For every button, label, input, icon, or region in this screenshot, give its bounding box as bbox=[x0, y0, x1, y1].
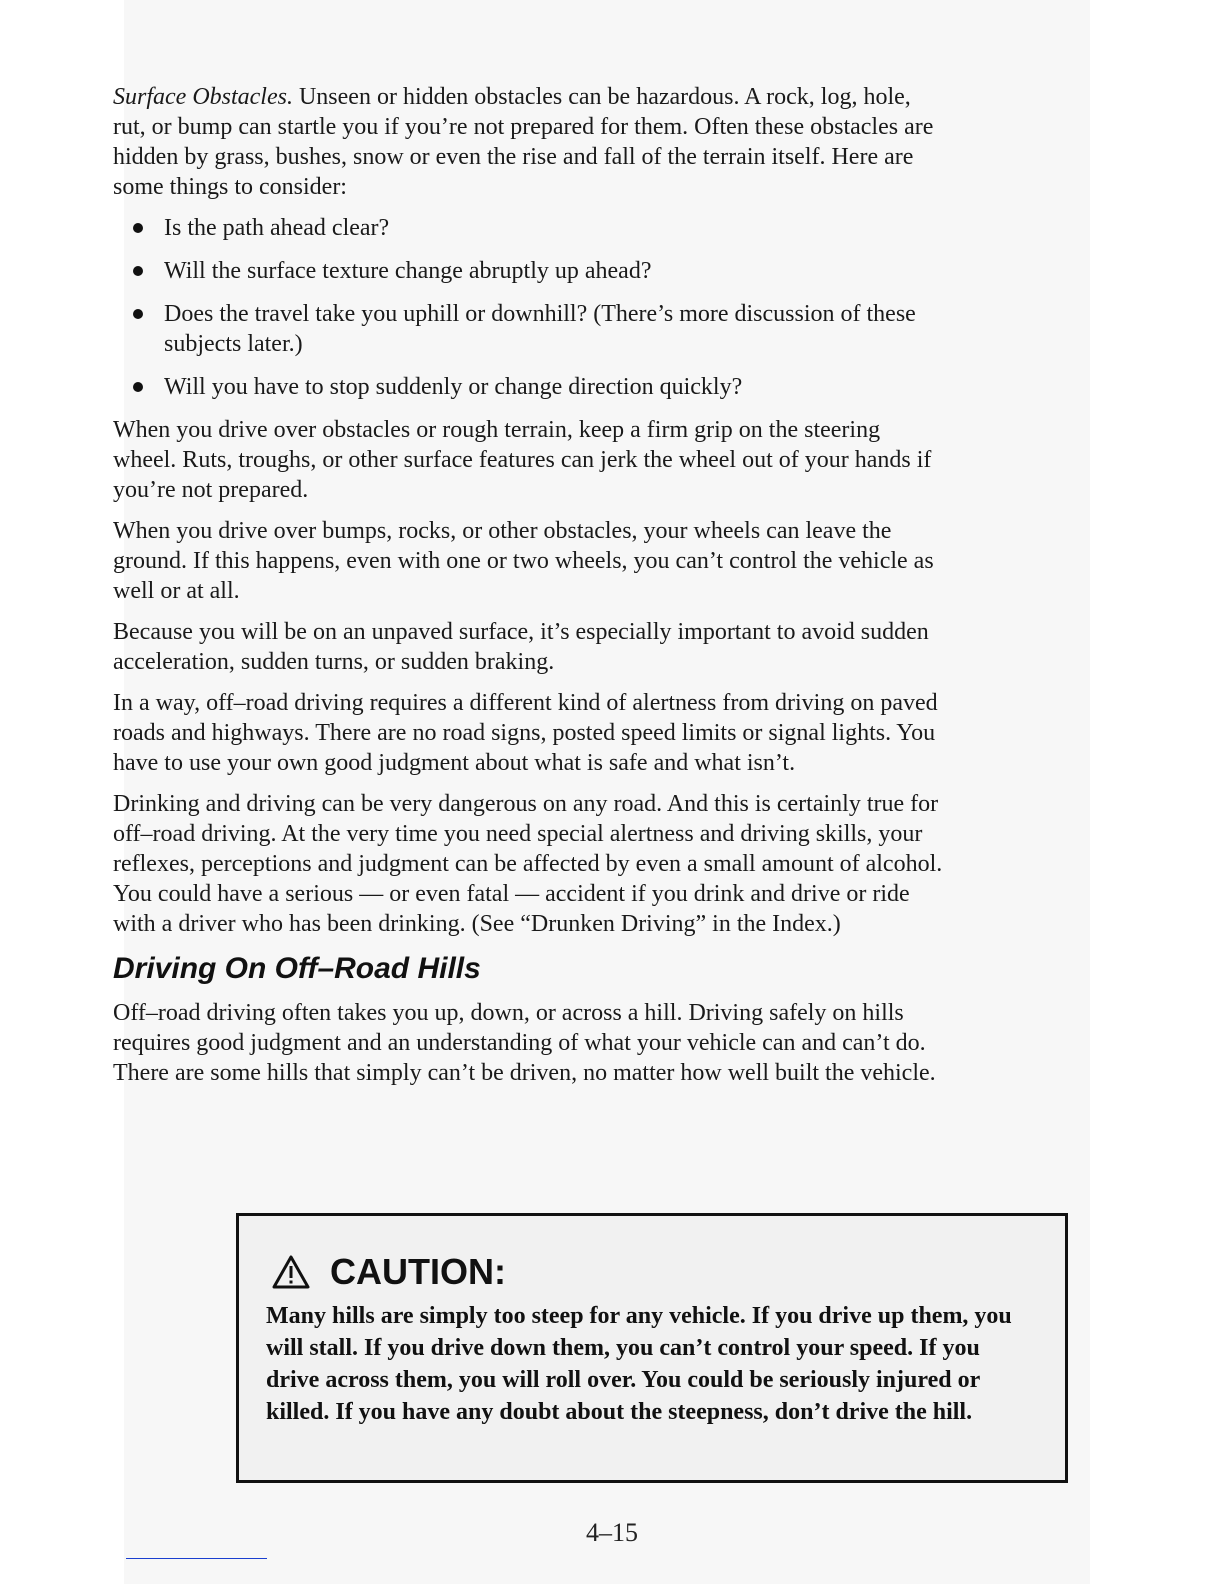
caution-box bbox=[236, 1213, 1068, 1483]
caution-header bbox=[272, 1252, 506, 1292]
bullet-icon bbox=[133, 266, 143, 276]
alertness-paragraph: In a way, off–road driving requires a different kind of alertness from driving on paved roads and highways. There are no road signs, posted speed limits or signal lights. You have to use your own good judgment about what is safe and what isn’t. bbox=[113, 690, 938, 776]
surface-obstacles-term: Surface Obstacles. bbox=[113, 84, 293, 110]
list-item bbox=[113, 213, 948, 243]
list-item-text: Is the path ahead clear? bbox=[164, 215, 390, 241]
page-content bbox=[113, 82, 948, 1099]
section-heading: Driving On Off–Road Hills bbox=[113, 952, 481, 985]
surface-obstacles-paragraph bbox=[113, 82, 948, 202]
list-item-text: Will the surface texture change abruptly up ahead? bbox=[164, 258, 652, 284]
wheels-leave-ground-paragraph: When you drive over bumps, rocks, or other obstacles, your wheels can leave the ground. If this happens, even with one or two wheels, you can’t control the vehicle as well or at all. bbox=[113, 518, 934, 604]
unpaved-surface-paragraph: Because you will be on an unpaved surface, it’s especially important to avoid sudden acceleration, sudden turns, or sudden braking. bbox=[113, 619, 929, 675]
list-item bbox=[113, 372, 948, 402]
caution-title: CAUTION: bbox=[330, 1251, 506, 1292]
bullet-icon bbox=[133, 382, 143, 392]
footer-divider bbox=[126, 1558, 267, 1559]
bullet-icon bbox=[133, 223, 143, 233]
warning-triangle-icon bbox=[272, 1255, 310, 1289]
surface-obstacles-text: Unseen or hidden obstacles can be hazardous. A rock, log, hole, rut, or bump can startle you if you’re not prepared for them. Often these obstacles are hidden by grass, bushes, snow or even the rise and fall of the terrain itself. Here are some things to consider: bbox=[113, 84, 934, 200]
caution-text: Many hills are simply too steep for any vehicle. If you drive up them, you will stall. If you drive down them, you can’t control your speed. If you drive across them, you will roll over. You could be seriously injured or killed. If you have any doubt about the steepness, don’t drive the hill. bbox=[266, 1303, 1012, 1425]
considerations-list bbox=[113, 213, 948, 402]
rough-terrain-paragraph: When you drive over obstacles or rough terrain, keep a firm grip on the steering wheel. Ruts, troughs, or other surface features can jerk the wheel out of your hands if you’re not prepared. bbox=[113, 417, 932, 503]
list-item bbox=[113, 256, 948, 286]
bullet-icon bbox=[133, 309, 143, 319]
drinking-driving-paragraph: Drinking and driving can be very dangerous on any road. And this is certainly true for off–road driving. At the very time you need special alertness and driving skills, your reflexes, perceptions and judgment can be affected by even a small amount of alcohol. You could have a serious — or even fatal — accident if you drink and drive or ride with a driver who has been drinking. (See “Drunken Driving” in the Index.) bbox=[113, 791, 943, 937]
list-item bbox=[113, 299, 948, 359]
hills-intro-paragraph: Off–road driving often takes you up, down, or across a hill. Driving safely on hills requires good judgment and an understanding of what your vehicle can and can’t do. There are some hills that simply can’t be driven, no matter how well built the vehicle. bbox=[113, 1000, 936, 1086]
page-number: 4–15 bbox=[586, 1518, 638, 1547]
list-item-text: Will you have to stop suddenly or change direction quickly? bbox=[164, 374, 743, 400]
list-item-text: Does the travel take you uphill or downhill? (There’s more discussion of these subjects later.) bbox=[164, 301, 916, 357]
